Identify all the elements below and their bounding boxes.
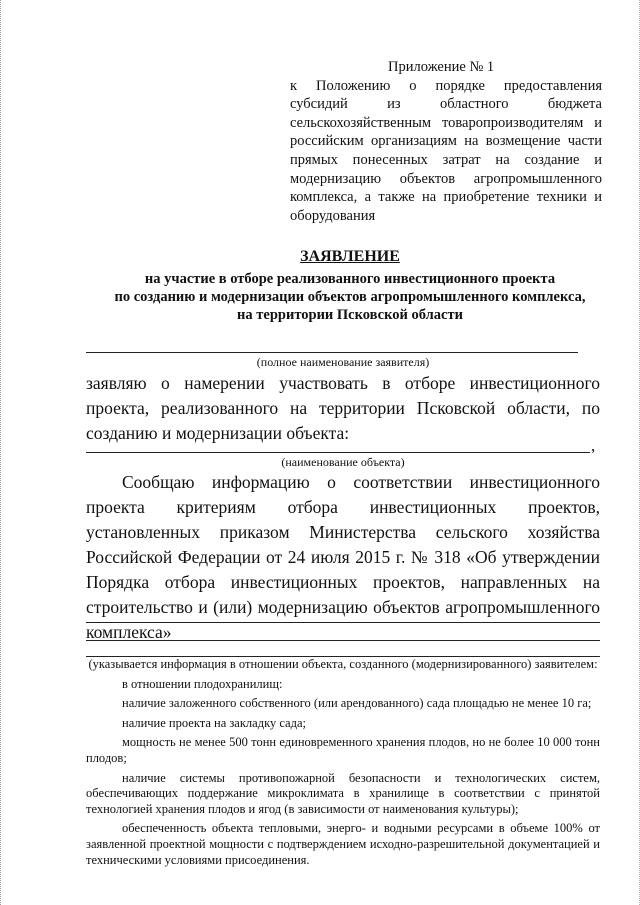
appendix-text: к Положению о порядке предоставления субсидий из областного бюджета сельскохозяйственным товаропроизводителям и российским организациям на возмещение части прямых понесенных затрат на создание и модернизацию объектов агропромышленного комплекса, а также на приобретение техники и оборудования [290, 77, 602, 224]
heading-line-3: на территории Псковской области [237, 307, 463, 323]
applicant-name-field[interactable] [86, 352, 578, 353]
document-title: ЗАЯВЛЕНИЕ [300, 248, 400, 265]
applicant-caption: (полное наименование заявителя) [256, 355, 430, 369]
heading-line-2: по созданию и модернизации объектов агропромышленного комплекса, [114, 289, 586, 305]
note-item: наличие заложенного собственного (или арендованного) сада площадью не менее 10 га; [122, 696, 592, 711]
page-left-edge [0, 0, 3, 905]
info-field-line-2[interactable] [86, 640, 600, 641]
object-caption: (наименование объекта) [281, 455, 405, 469]
note-item: в отношении плодохранилищ: [122, 676, 283, 691]
heading-line-1: на участие в отборе реализованного инвестиционного проекта [144, 271, 556, 287]
document-heading [70, 248, 630, 324]
notes-caption: (указывается информация в отношении объекта, созданного (модернизированного) заявителем: [88, 657, 598, 671]
info-paragraph: Сообщаю информацию о соответствии инвестиционного проекта критериям отбора инвестиционных проектов, установленных приказом Министерства сельского хозяйства Российской Федерации от 24 июля 2015 г. № 318 «Об утверждении Порядка отбора инвестиционных проектов, направленных на строительство и (или) модернизацию объектов агропромышленного комплекса» [86, 472, 600, 642]
note-item: мощность не менее 500 тонн единовременного хранения плодов, но не более 10 000 тонн плодов; [86, 735, 600, 765]
note-item: наличие системы противопожарной безопасности и технологических систем, обеспечивающих поддержание микроклимата в хранилище в соответствии с принятой технологией хранения плодов и ягод (в зависимости от наименования культуры); [86, 770, 600, 816]
notes-block [86, 657, 600, 872]
note-item: наличие проекта на закладку сада; [122, 715, 306, 730]
appendix-title: Приложение № 1 [388, 59, 495, 75]
object-name-field[interactable] [86, 452, 590, 453]
note-item: обеспеченность объекта тепловыми, энерго- и водными ресурсами в объеме 100% от заявленной проектной мощности с подтверждением исходно-разрешительной документацией и техническими условиями присоединения. [86, 821, 600, 867]
declaration-paragraph: заявляю о намерении участвовать в отборе инвестиционного проекта, реализованного на территории Псковской области, по созданию и модернизации объекта: [86, 373, 600, 443]
object-comma: , [591, 436, 596, 455]
appendix-block [290, 58, 602, 225]
info-field-line-1[interactable] [86, 622, 600, 623]
info-paragraph-block [86, 470, 600, 645]
